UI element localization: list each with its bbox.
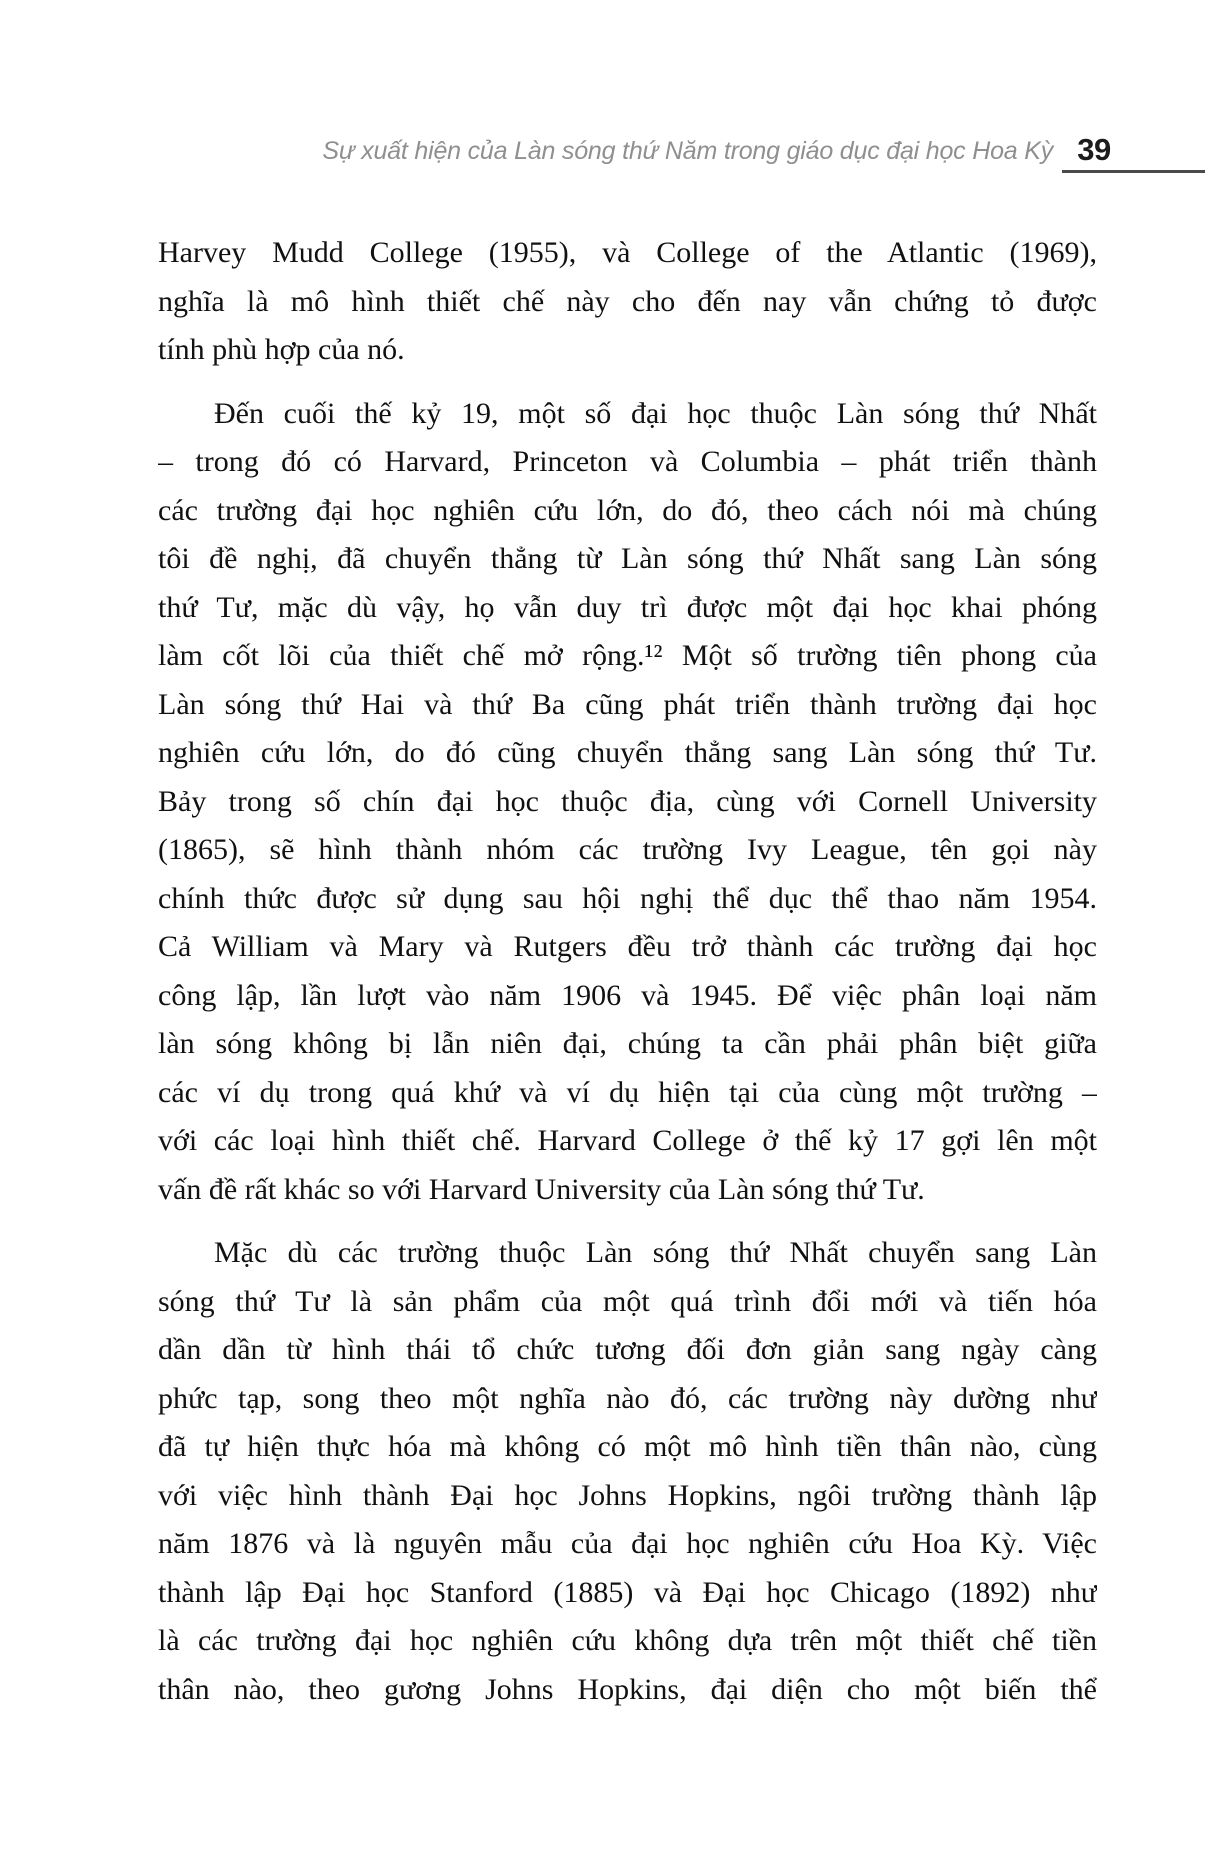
- text-line: Mặc dù các trường thuộc Làn sóng thứ Nhất chuyển sang Làn: [214, 1236, 1097, 1269]
- text-line: Bảy trong số chín đại học thuộc địa, cùng với Cornell University: [158, 784, 1097, 818]
- page-body-text: [158, 229, 1097, 1714]
- text-line: với việc hình thành Đại học Johns Hopkins, ngôi trường thành lập: [158, 1478, 1097, 1512]
- text-line: với các loại hình thiết chế. Harvard College ở thế kỷ 17 gợi lên một: [158, 1124, 1097, 1157]
- text-line: chính thức được sử dụng sau hội nghị thể dục thể thao năm 1954.: [158, 881, 1097, 915]
- text-line: thành lập Đại học Stanford (1885) và Đại học Chicago (1892) như: [158, 1575, 1097, 1609]
- text-line: đã tự hiện thực hóa mà không có một mô hình tiền thân nào, cùng: [158, 1430, 1097, 1463]
- paragraph: [158, 229, 1097, 375]
- text-line: thứ Tư, mặc dù vậy, họ vẫn duy trì được một đại học khai phóng: [158, 590, 1097, 624]
- paragraph: [158, 390, 1097, 1215]
- text-line: Làn sóng thứ Hai và thứ Ba cũng phát triển thành trường đại học: [158, 687, 1097, 721]
- text-line: (1865), sẽ hình thành nhóm các trường Ivy League, tên gọi này: [158, 833, 1097, 866]
- text-line: sóng thứ Tư là sản phẩm của một quá trình đổi mới và tiến hóa: [158, 1284, 1097, 1318]
- text-line: là các trường đại học nghiên cứu không dựa trên một thiết chế tiền: [158, 1624, 1097, 1657]
- text-line: phức tạp, song theo một nghĩa nào đó, các trường này dường như: [158, 1381, 1097, 1415]
- text-line: nghiên cứu lớn, do đó cũng chuyển thẳng sang Làn sóng thứ Tư.: [158, 736, 1097, 769]
- text-line: làn sóng không bị lẫn niên đại, chúng ta cần phải phân biệt giữa: [158, 1027, 1097, 1060]
- text-line: Harvey Mudd College (1955), và College of the Atlantic (1969),: [158, 236, 1097, 269]
- text-line: công lập, lần lượt vào năm 1906 và 1945. Để việc phân loại năm: [158, 978, 1097, 1012]
- text-line: nghĩa là mô hình thiết chế này cho đến nay vẫn chứng tỏ được: [158, 284, 1097, 318]
- text-line: Đến cuối thế kỷ 19, một số đại học thuộc Làn sóng thứ Nhất: [214, 396, 1097, 430]
- text-line: làm cốt lõi của thiết chế mở rộng.¹² Một số trường tiên phong của: [158, 639, 1097, 672]
- text-line: năm 1876 và là nguyên mẫu của đại học nghiên cứu Hoa Kỳ. Việc: [158, 1527, 1097, 1560]
- text-line: Cả William và Mary và Rutgers đều trở thành các trường đại học: [158, 930, 1097, 963]
- paragraph: [158, 1229, 1097, 1714]
- header-rule: [1062, 170, 1205, 173]
- text-line: – trong đó có Harvard, Princeton và Columbia – phát triển thành: [158, 445, 1097, 478]
- text-line: thân nào, theo gương Johns Hopkins, đại diện cho một biến thể: [158, 1672, 1097, 1706]
- text-line: tính phù hợp của nó.: [158, 333, 405, 366]
- page-number: 39: [1077, 132, 1111, 167]
- running-header-title: Sự xuất hiện của Làn sóng thứ Năm trong giáo dục đại học Hoa Kỳ: [322, 137, 1053, 165]
- text-line: vấn đề rất khác so với Harvard University của Làn sóng thứ Tư.: [158, 1172, 925, 1206]
- text-line: tôi đề nghị, đã chuyển thẳng từ Làn sóng thứ Nhất sang Làn sóng: [158, 542, 1097, 575]
- text-line: các ví dụ trong quá khứ và ví dụ hiện tại của cùng một trường –: [158, 1075, 1097, 1109]
- text-line: dần dần từ hình thái tổ chức tương đối đơn giản sang ngày càng: [158, 1333, 1097, 1366]
- text-line: các trường đại học nghiên cứu lớn, do đó, theo cách nói mà chúng: [158, 493, 1097, 527]
